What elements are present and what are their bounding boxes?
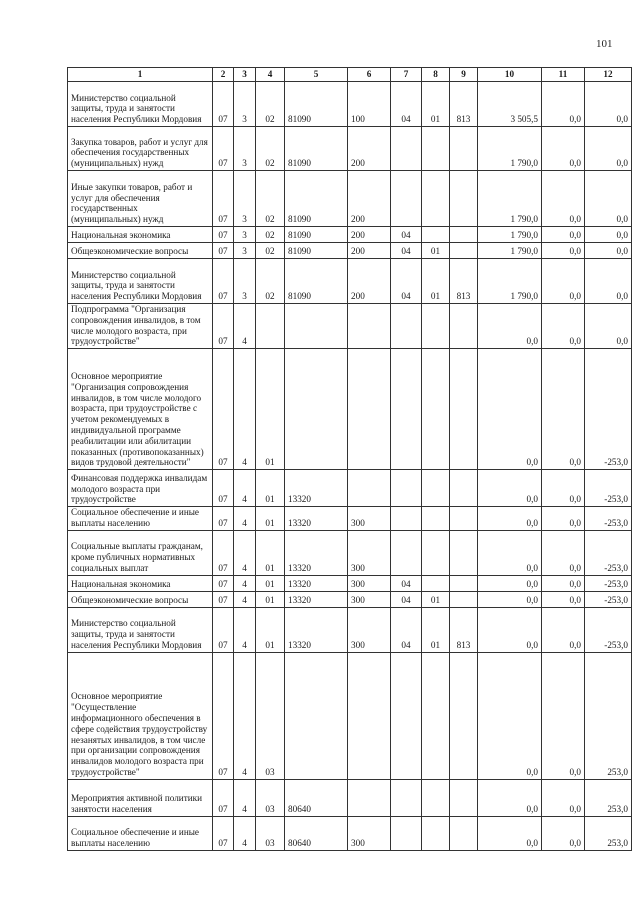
cell-code: 13320	[285, 507, 348, 531]
cell-amount-year-3: 253,0	[585, 816, 632, 850]
cell-subsection: 3	[234, 82, 256, 127]
cell-amount-year-1: 0,0	[478, 652, 542, 779]
table-row	[68, 530, 632, 575]
cell-amount-year-3: -253,0	[585, 470, 632, 507]
column-header: 12	[585, 68, 632, 82]
cell-amount-year-3: 0,0	[585, 243, 632, 259]
budget-table	[67, 67, 632, 851]
cell-name: Министерство социальной защиты, труда и занятости населения Республики Мордовия	[68, 607, 213, 652]
cell-subsection: 4	[234, 575, 256, 591]
cell-amount-year-1: 0,0	[478, 591, 542, 607]
cell-subdivision	[422, 171, 450, 227]
cell-name: Национальная экономика	[68, 227, 213, 243]
cell-division: 04	[391, 82, 422, 127]
table-row	[68, 575, 632, 591]
cell-item: 01	[256, 530, 285, 575]
cell-item: 01	[256, 591, 285, 607]
cell-division: 04	[391, 575, 422, 591]
cell-item: 03	[256, 816, 285, 850]
cell-code: 13320	[285, 591, 348, 607]
cell-division	[391, 349, 422, 470]
cell-expense-type: 200	[348, 259, 391, 304]
cell-subsection: 4	[234, 652, 256, 779]
cell-name: Основное мероприятие "Организация сопровождения инвалидов, в том числе молодого возраста, при трудоустройстве с учетом рекомендуемых в индивидуальной программе реабилитации или абилитации показанных (противопоказанных) видов трудовой деятельности"	[68, 349, 213, 470]
cell-amount-year-1: 0,0	[478, 304, 542, 349]
cell-amount-year-1: 1 790,0	[478, 171, 542, 227]
table-row	[68, 349, 632, 470]
cell-subsection: 4	[234, 304, 256, 349]
table-row	[68, 304, 632, 349]
cell-item: 02	[256, 171, 285, 227]
cell-expense-type: 300	[348, 507, 391, 531]
cell-name: Общеэкономические вопросы	[68, 243, 213, 259]
cell-amount-year-3: 0,0	[585, 127, 632, 171]
cell-subsection: 4	[234, 607, 256, 652]
table-body	[68, 82, 632, 851]
column-header: 11	[542, 68, 585, 82]
cell-section: 07	[213, 652, 234, 779]
cell-expense-type: 200	[348, 227, 391, 243]
cell-code: 13320	[285, 530, 348, 575]
cell-code: 81090	[285, 171, 348, 227]
cell-subsection: 3	[234, 127, 256, 171]
cell-amount-year-3: 0,0	[585, 227, 632, 243]
cell-ministry	[450, 652, 478, 779]
cell-item: 02	[256, 259, 285, 304]
cell-name: Социальное обеспечение и иные выплаты населению	[68, 816, 213, 850]
cell-subsection: 4	[234, 530, 256, 575]
cell-ministry	[450, 779, 478, 816]
cell-amount-year-2: 0,0	[542, 779, 585, 816]
column-header: 2	[213, 68, 234, 82]
column-header: 7	[391, 68, 422, 82]
cell-subdivision	[422, 227, 450, 243]
cell-expense-type: 300	[348, 816, 391, 850]
cell-amount-year-2: 0,0	[542, 607, 585, 652]
cell-subsection: 3	[234, 227, 256, 243]
cell-section: 07	[213, 243, 234, 259]
cell-name: Подпрограмма "Организация сопровождения инвалидов, в том числе молодого возраста, при трудоустройстве"	[68, 304, 213, 349]
cell-ministry	[450, 304, 478, 349]
cell-amount-year-3: -253,0	[585, 507, 632, 531]
cell-expense-type	[348, 652, 391, 779]
cell-amount-year-3: 253,0	[585, 652, 632, 779]
page-number: 101	[596, 38, 613, 50]
cell-ministry	[450, 171, 478, 227]
cell-subsection: 3	[234, 243, 256, 259]
cell-code: 13320	[285, 607, 348, 652]
cell-subdivision: 01	[422, 243, 450, 259]
cell-name: Основное мероприятие "Осуществление информационного обеспечения в сфере содействия трудоустройству незанятых инвалидов, в том числе при организации сопровождения инвалидов молодого возраста при трудоустройстве"	[68, 652, 213, 779]
cell-item: 01	[256, 607, 285, 652]
cell-subdivision	[422, 127, 450, 171]
cell-amount-year-1: 0,0	[478, 779, 542, 816]
cell-subdivision	[422, 816, 450, 850]
cell-amount-year-2: 0,0	[542, 127, 585, 171]
cell-expense-type	[348, 304, 391, 349]
cell-item: 02	[256, 227, 285, 243]
cell-amount-year-2: 0,0	[542, 530, 585, 575]
cell-amount-year-1: 1 790,0	[478, 243, 542, 259]
cell-name: Министерство социальной защиты, труда и занятости населения Республики Мордовия	[68, 259, 213, 304]
cell-division: 04	[391, 591, 422, 607]
cell-ministry	[450, 507, 478, 531]
cell-expense-type: 200	[348, 171, 391, 227]
cell-code	[285, 304, 348, 349]
column-header: 3	[234, 68, 256, 82]
table-row	[68, 652, 632, 779]
cell-ministry	[450, 227, 478, 243]
cell-section: 07	[213, 349, 234, 470]
cell-subdivision	[422, 530, 450, 575]
cell-ministry	[450, 530, 478, 575]
cell-amount-year-2: 0,0	[542, 349, 585, 470]
cell-item: 01	[256, 470, 285, 507]
cell-subdivision	[422, 470, 450, 507]
cell-subsection: 4	[234, 591, 256, 607]
cell-subdivision	[422, 779, 450, 816]
cell-subsection: 3	[234, 171, 256, 227]
table-row	[68, 816, 632, 850]
cell-section: 07	[213, 259, 234, 304]
cell-item: 03	[256, 652, 285, 779]
table-row	[68, 591, 632, 607]
cell-code: 80640	[285, 816, 348, 850]
cell-section: 07	[213, 575, 234, 591]
cell-amount-year-1: 0,0	[478, 470, 542, 507]
column-header: 5	[285, 68, 348, 82]
table-row	[68, 607, 632, 652]
cell-name: Общеэкономические вопросы	[68, 591, 213, 607]
cell-amount-year-1: 1 790,0	[478, 227, 542, 243]
cell-code	[285, 652, 348, 779]
cell-section: 07	[213, 127, 234, 171]
cell-section: 07	[213, 470, 234, 507]
cell-subsection: 4	[234, 816, 256, 850]
cell-expense-type: 300	[348, 530, 391, 575]
cell-section: 07	[213, 171, 234, 227]
table-row	[68, 470, 632, 507]
cell-code: 13320	[285, 470, 348, 507]
cell-division	[391, 530, 422, 575]
cell-code: 81090	[285, 259, 348, 304]
cell-expense-type	[348, 470, 391, 507]
cell-section: 07	[213, 607, 234, 652]
cell-code: 81090	[285, 243, 348, 259]
cell-ministry: 813	[450, 259, 478, 304]
cell-subsection: 4	[234, 470, 256, 507]
table-row	[68, 127, 632, 171]
column-header: 8	[422, 68, 450, 82]
cell-name: Национальная экономика	[68, 575, 213, 591]
cell-division: 04	[391, 607, 422, 652]
cell-subsection: 4	[234, 507, 256, 531]
header-row	[68, 68, 632, 82]
cell-code: 81090	[285, 227, 348, 243]
cell-item: 02	[256, 127, 285, 171]
cell-subdivision: 01	[422, 82, 450, 127]
cell-expense-type	[348, 779, 391, 816]
cell-division	[391, 652, 422, 779]
cell-section: 07	[213, 304, 234, 349]
cell-amount-year-3: -253,0	[585, 349, 632, 470]
cell-division: 04	[391, 243, 422, 259]
cell-amount-year-2: 0,0	[542, 227, 585, 243]
cell-amount-year-2: 0,0	[542, 816, 585, 850]
cell-subdivision: 01	[422, 607, 450, 652]
cell-subsection: 3	[234, 259, 256, 304]
cell-amount-year-3: 253,0	[585, 779, 632, 816]
cell-division	[391, 470, 422, 507]
cell-subsection: 4	[234, 349, 256, 470]
table-row	[68, 243, 632, 259]
cell-subsection: 4	[234, 779, 256, 816]
cell-subdivision	[422, 575, 450, 591]
cell-code	[285, 349, 348, 470]
table-row	[68, 779, 632, 816]
cell-expense-type: 100	[348, 82, 391, 127]
cell-amount-year-3: -253,0	[585, 607, 632, 652]
cell-division	[391, 304, 422, 349]
cell-expense-type	[348, 349, 391, 470]
cell-code: 81090	[285, 82, 348, 127]
cell-name: Финансовая поддержка инвалидам молодого возраста при трудоустройстве	[68, 470, 213, 507]
column-header: 9	[450, 68, 478, 82]
cell-amount-year-2: 0,0	[542, 470, 585, 507]
cell-item: 02	[256, 243, 285, 259]
cell-amount-year-3: 0,0	[585, 82, 632, 127]
cell-expense-type: 300	[348, 607, 391, 652]
cell-code: 81090	[285, 127, 348, 171]
cell-expense-type: 300	[348, 591, 391, 607]
cell-item: 02	[256, 82, 285, 127]
cell-division	[391, 816, 422, 850]
cell-amount-year-2: 0,0	[542, 304, 585, 349]
cell-section: 07	[213, 227, 234, 243]
cell-code: 80640	[285, 779, 348, 816]
cell-item	[256, 304, 285, 349]
cell-division	[391, 507, 422, 531]
column-header: 1	[68, 68, 213, 82]
cell-section: 07	[213, 530, 234, 575]
cell-amount-year-1: 0,0	[478, 607, 542, 652]
cell-division	[391, 779, 422, 816]
cell-amount-year-3: 0,0	[585, 304, 632, 349]
cell-amount-year-2: 0,0	[542, 652, 585, 779]
cell-amount-year-1: 3 505,5	[478, 82, 542, 127]
cell-division: 04	[391, 259, 422, 304]
cell-ministry: 813	[450, 82, 478, 127]
cell-ministry	[450, 575, 478, 591]
cell-code: 13320	[285, 575, 348, 591]
cell-name: Социальное обеспечение и иные выплаты населению	[68, 507, 213, 531]
cell-division	[391, 171, 422, 227]
cell-name: Социальные выплаты гражданам, кроме публичных нормативных социальных выплат	[68, 530, 213, 575]
column-header: 6	[348, 68, 391, 82]
cell-item: 01	[256, 349, 285, 470]
cell-subdivision	[422, 507, 450, 531]
cell-subdivision: 01	[422, 259, 450, 304]
cell-amount-year-1: 0,0	[478, 575, 542, 591]
cell-amount-year-3: 0,0	[585, 171, 632, 227]
cell-section: 07	[213, 591, 234, 607]
cell-ministry	[450, 591, 478, 607]
cell-amount-year-1: 0,0	[478, 816, 542, 850]
cell-ministry: 813	[450, 607, 478, 652]
cell-amount-year-2: 0,0	[542, 171, 585, 227]
table-row	[68, 82, 632, 127]
cell-subdivision: 01	[422, 591, 450, 607]
cell-section: 07	[213, 507, 234, 531]
cell-expense-type: 300	[348, 575, 391, 591]
cell-amount-year-2: 0,0	[542, 82, 585, 127]
cell-name: Министерство социальной защиты, труда и занятости населения Республики Мордовия	[68, 82, 213, 127]
cell-item: 03	[256, 779, 285, 816]
cell-amount-year-1: 0,0	[478, 349, 542, 470]
cell-division	[391, 127, 422, 171]
cell-subdivision	[422, 349, 450, 470]
cell-section: 07	[213, 82, 234, 127]
cell-ministry	[450, 349, 478, 470]
table-row	[68, 227, 632, 243]
cell-amount-year-3: -253,0	[585, 575, 632, 591]
cell-amount-year-2: 0,0	[542, 259, 585, 304]
cell-expense-type: 200	[348, 243, 391, 259]
cell-amount-year-2: 0,0	[542, 575, 585, 591]
cell-name: Иные закупки товаров, работ и услуг для обеспечения государственных (муниципальных) нужд	[68, 171, 213, 227]
column-header: 10	[478, 68, 542, 82]
cell-division: 04	[391, 227, 422, 243]
cell-item: 01	[256, 507, 285, 531]
cell-ministry	[450, 470, 478, 507]
cell-ministry	[450, 243, 478, 259]
cell-amount-year-1: 0,0	[478, 507, 542, 531]
cell-amount-year-3: -253,0	[585, 530, 632, 575]
cell-section: 07	[213, 779, 234, 816]
cell-amount-year-1: 1 790,0	[478, 127, 542, 171]
table-row	[68, 171, 632, 227]
cell-name: Закупка товаров, работ и услуг для обеспечения государственных (муниципальных) нужд	[68, 127, 213, 171]
cell-ministry	[450, 127, 478, 171]
cell-amount-year-1: 1 790,0	[478, 259, 542, 304]
cell-subdivision	[422, 304, 450, 349]
cell-amount-year-2: 0,0	[542, 591, 585, 607]
cell-amount-year-3: -253,0	[585, 591, 632, 607]
cell-expense-type: 200	[348, 127, 391, 171]
cell-amount-year-2: 0,0	[542, 507, 585, 531]
table-row	[68, 507, 632, 531]
column-header: 4	[256, 68, 285, 82]
cell-section: 07	[213, 816, 234, 850]
cell-subdivision	[422, 652, 450, 779]
cell-amount-year-3: 0,0	[585, 259, 632, 304]
cell-amount-year-1: 0,0	[478, 530, 542, 575]
cell-amount-year-2: 0,0	[542, 243, 585, 259]
table-row	[68, 259, 632, 304]
cell-item: 01	[256, 575, 285, 591]
cell-ministry	[450, 816, 478, 850]
cell-name: Мероприятия активной политики занятости населения	[68, 779, 213, 816]
